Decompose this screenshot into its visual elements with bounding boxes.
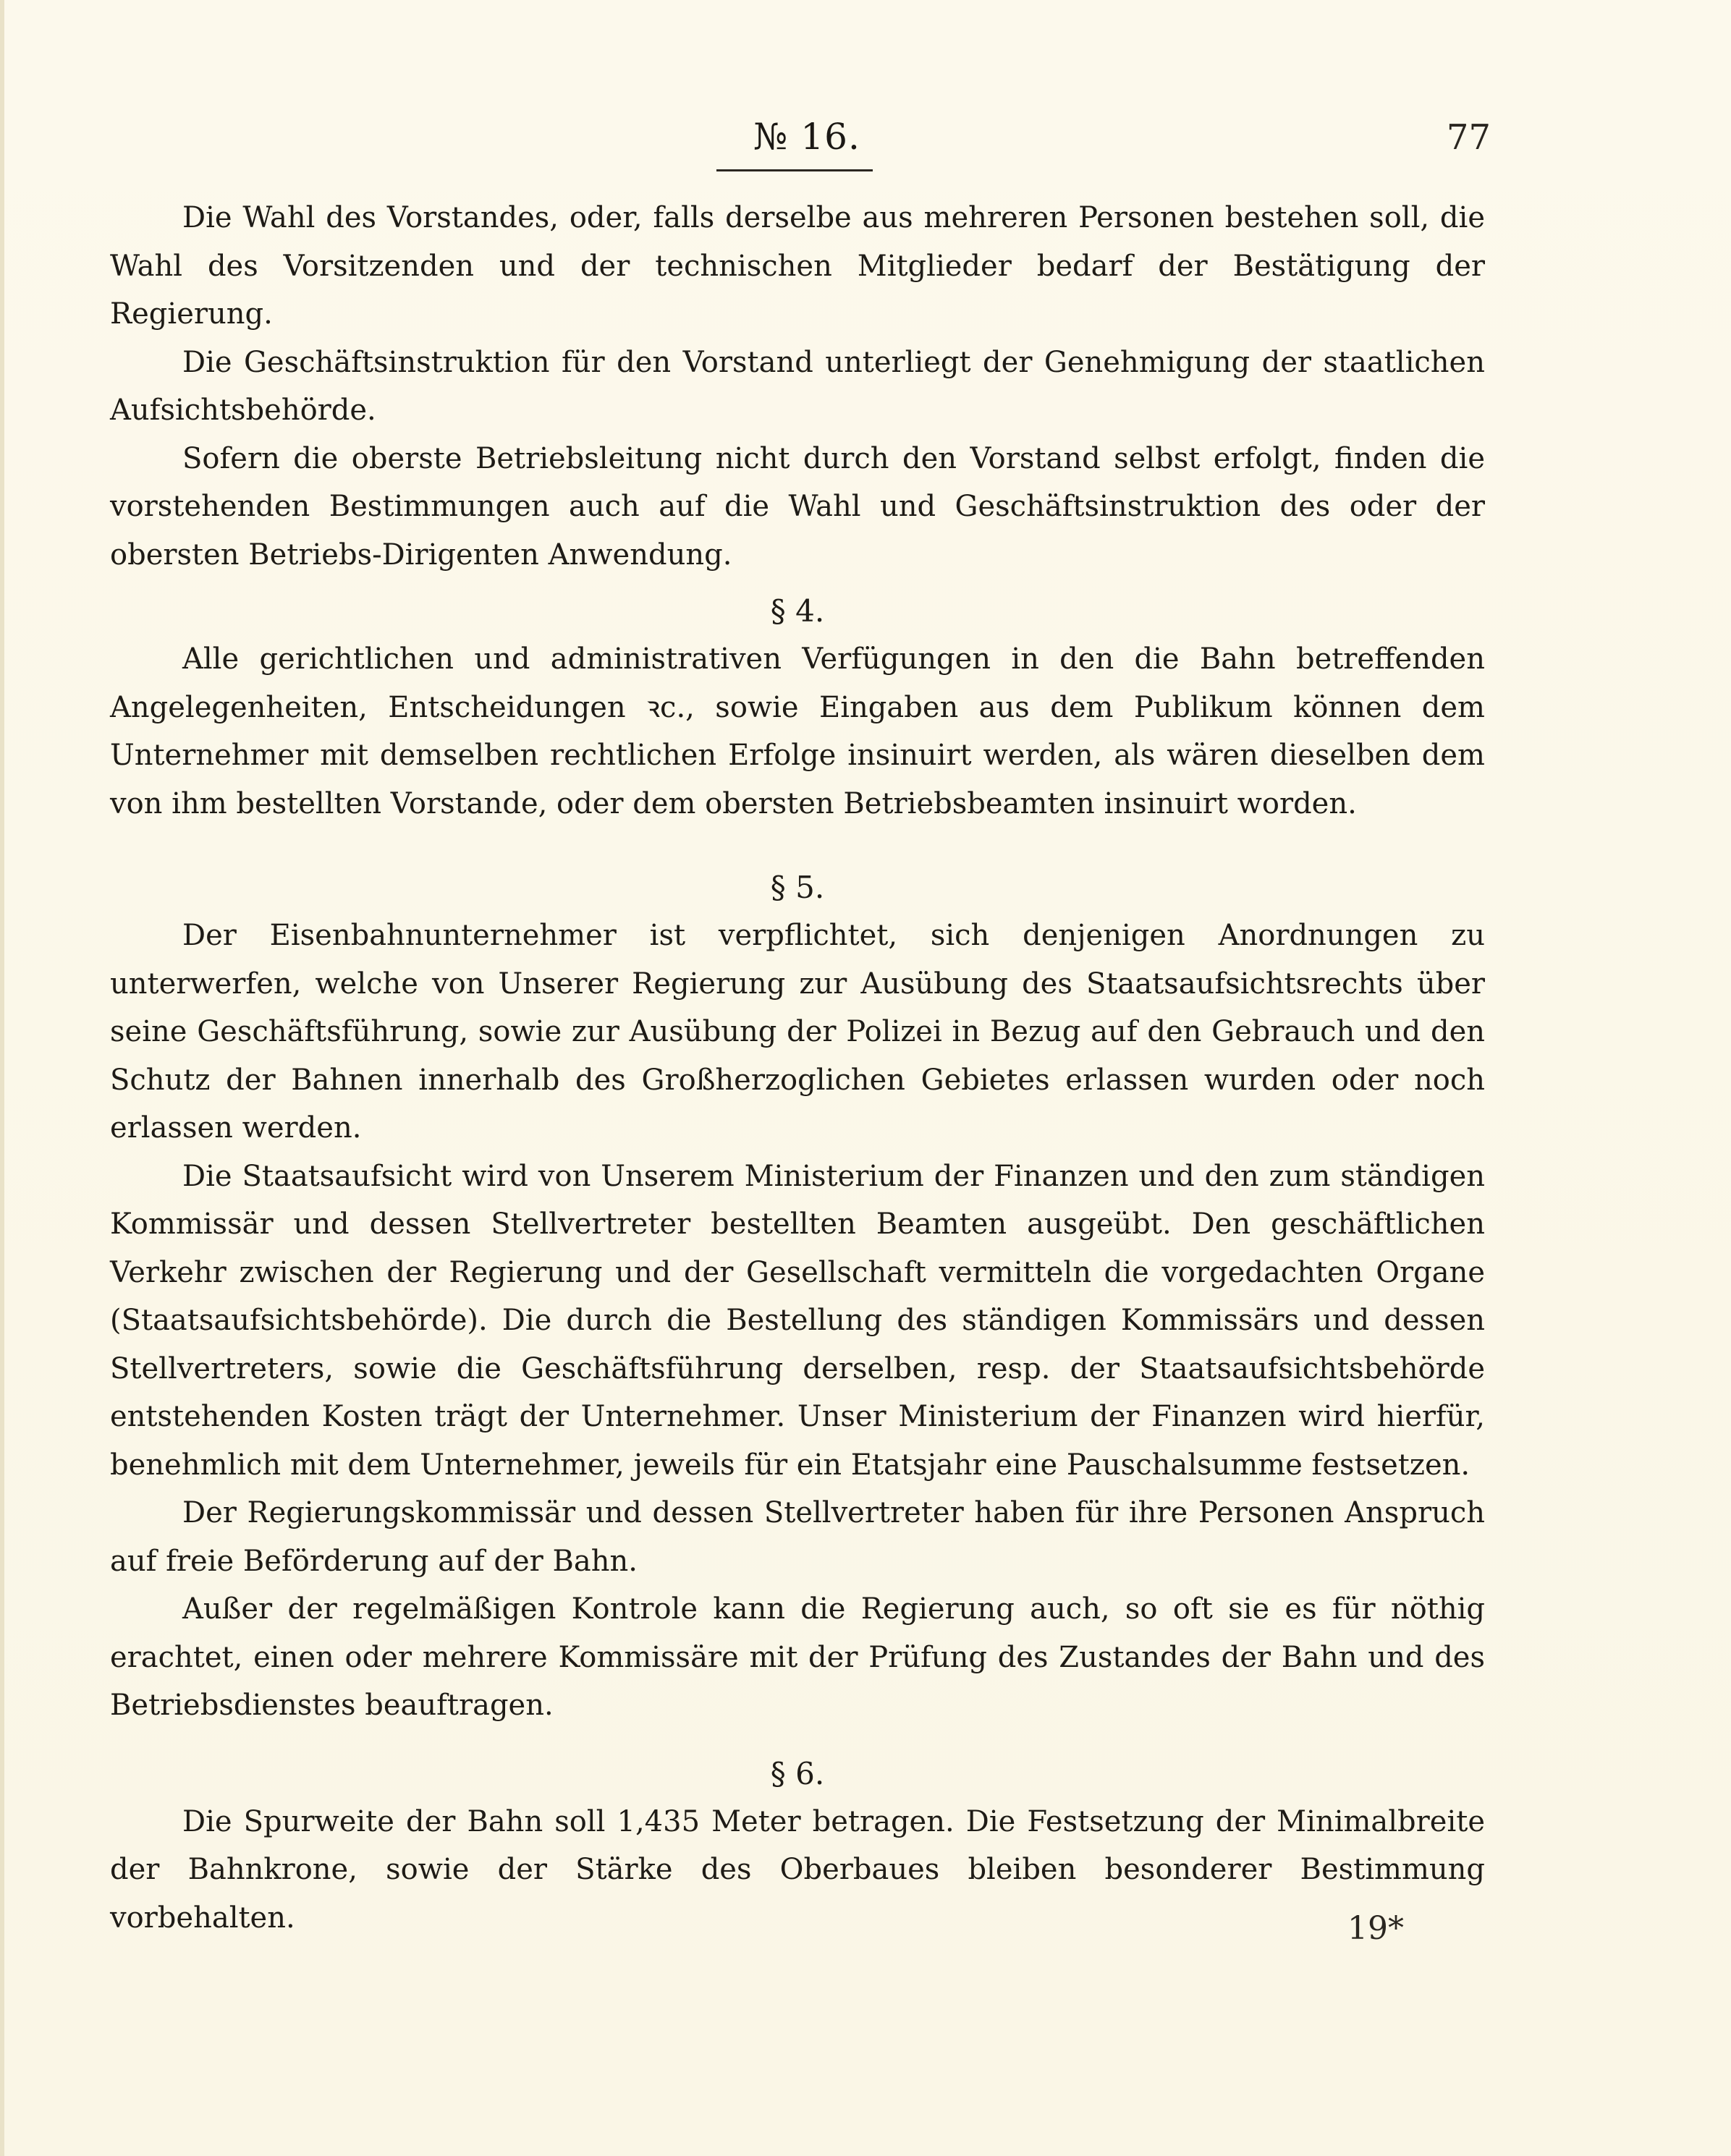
- page-number: 77: [1446, 117, 1491, 158]
- paragraph-anordnungen: Der Eisenbahnunternehmer ist verpflichtet, sich denjenigen Anordnungen zu unterwerfen, welche von Unserer Regierung zur Ausübung des Staatsaufsichtsrechts über seine Geschäftsführung, sowie zur Ausübung der Polizei in Bezug auf den Gebrauch und den Schutz der Bahnen innerhalb des Großherzoglichen Gebietes erlassen wurden oder noch erlassen werden.: [110, 919, 1485, 1145]
- paragraph-kontrole: Außer der regelmäßigen Kontrole kann die Regierung auch, so oft sie es für nöthig erachtet, einen oder mehrere Kommissäre mit der Prüfung des Zustandes der Bahn und des Betriebsdienstes beauftragen.: [110, 1592, 1485, 1722]
- section-heading-5: § 5.: [770, 870, 825, 905]
- section-heading-6: § 6.: [770, 1755, 825, 1791]
- paragraph-regierungskommissaer: Der Regierungskommissär und dessen Stellvertreter haben für ihre Personen Anspruch auf freie Beförderung auf der Bahn.: [110, 1496, 1485, 1578]
- page-edge: [0, 0, 4, 2156]
- signature-mark: 19*: [1347, 1910, 1404, 1947]
- paragraph-verfuegungen: Alle gerichtlichen und administrativen Verfügungen in den die Bahn betreffenden Angelegenheiten, Entscheidungen ꝛc., sowie Eingaben aus dem Publikum können dem Unternehmer mit demselben rechtlichen Erfolge insinuirt werden, als wären dieselben dem von ihm bestellten Vorstande, oder dem obersten Betriebsbeamten insinuirt worden.: [110, 642, 1485, 820]
- issue-number: № 16.: [753, 116, 860, 158]
- header-rule: [716, 169, 873, 171]
- paragraph-betriebsleitung: Sofern die oberste Betriebsleitung nicht durch den Vorstand selbst erfolgt, finden die vorstehenden Bestimmungen auch auf die Wahl und Geschäftsinstruktion des oder der obersten Betriebs-Dirigenten Anwendung.: [110, 441, 1485, 572]
- paragraph-spurweite: Die Spurweite der Bahn soll 1,435 Meter betragen. Die Festsetzung der Minimalbreite der Bahnkrone, sowie der Stärke des Oberbaues bleiben besonderer Bestimmung vorbehalten.: [110, 1804, 1485, 1935]
- paragraph-staatsaufsicht: Die Staatsaufsicht wird von Unserem Ministerium der Finanzen und den zum ständigen Kommissär und dessen Stellvertreter bestellten Beamten ausgeübt. Den geschäftlichen Verkehr zwischen der Regierung und der Gesellschaft vermitteln die vorgedachten Organe (Staatsaufsichtsbehörde). Die durch die Bestellung des ständigen Kommissärs und dessen Stellvertreters, sowie die Geschäftsführung derselben, resp. der Staatsaufsichtsbehörde entstehenden Kosten trägt der Unternehmer. Unser Ministerium der Finanzen wird hierfür, benehmlich mit dem Unternehmer, jeweils für ein Etatsjahr eine Pauschalsumme festsetzen.: [110, 1159, 1485, 1482]
- body-text: [110, 194, 1485, 1942]
- section-heading-4: § 4.: [770, 593, 825, 629]
- paragraph-geschaeftsinstruktion: Die Geschäftsinstruktion für den Vorstand unterliegt der Genehmigung der staatlichen Aufsichtsbehörde.: [110, 345, 1485, 427]
- paragraph-vorstand-wahl: Die Wahl des Vorstandes, oder, falls derselbe aus mehreren Personen bestehen soll, die Wahl des Vorsitzenden und der technischen Mitglieder bedarf der Bestätigung der Regierung.: [110, 201, 1485, 331]
